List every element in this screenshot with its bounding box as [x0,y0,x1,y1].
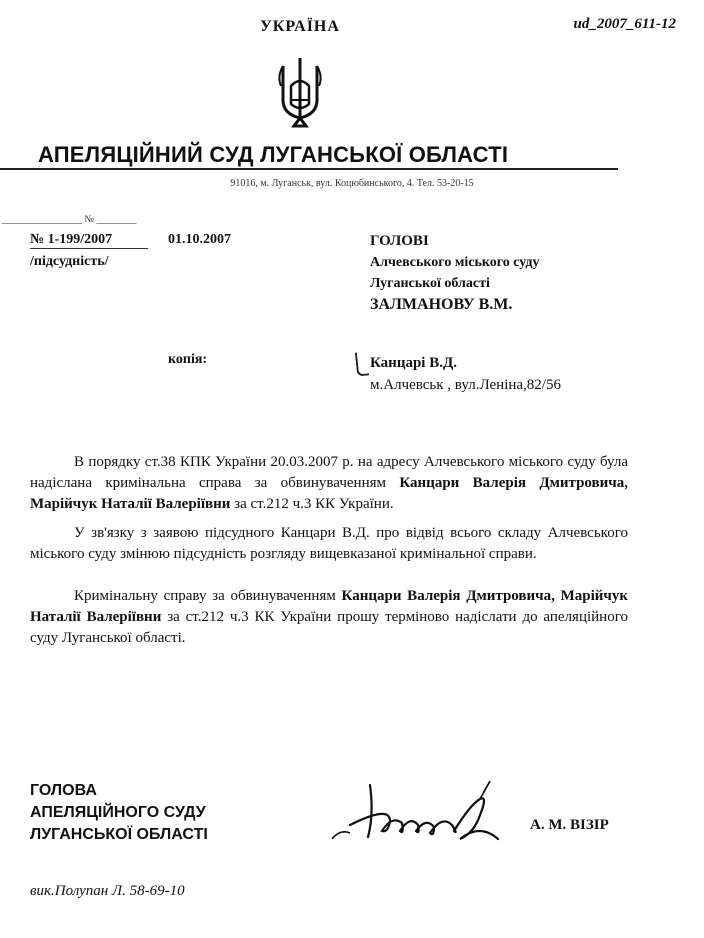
addressee-line: Луганської області [370,276,490,291]
paragraph: У зв'язку з заявою підсудного Канцари В.Д. про відвід всього складу Алчевського міського суду змінюю підсудність розгляду вищевказаної кримінальної справи. [30,525,628,562]
letter-body [30,452,628,649]
reference-blank-line: ________________ № ________ [2,214,137,225]
document-id: ud_2007_611-12 [573,16,676,32]
handwritten-mark [355,351,369,376]
addressee-name: ЗАЛМАНОВУ В.М. [370,296,513,313]
signatory-title: ГОЛОВА АПЕЛЯЦІЙНОГО СУДУ ЛУГАНСЬКОЇ ОБЛАСТІ [30,782,208,843]
copy-label: копія: [168,352,208,367]
executor-note: вик.Полупан Л. 58-69-10 [30,883,185,899]
addressee-line: ГОЛОВІ [370,233,429,249]
copy-recipient [370,352,561,396]
reference-date: 01.10.2007 [168,232,231,247]
country-heading: УКРАЇНА [260,18,340,35]
trident-emblem-icon [275,56,325,130]
reference-underline [30,248,148,249]
handwritten-signature [330,775,530,865]
reference-number: № 1-199/2007 [30,232,113,247]
paragraph: В порядку ст.38 КПК України 20.03.2007 р. на адресу Алчевського міського суду була надіслана кримінальна справа за обвинуваченням Канцари Валерія Дмитровича, Марійчук Наталії Валеріївни за ст.212 ч.3 КК України. [30,454,628,512]
addressee-line: Алчевського міського суду [370,255,540,270]
signer-name: А. М. ВІЗІР [530,817,609,833]
reference-note: /підсудність/ [30,254,109,269]
court-name: АПЕЛЯЦІЙНИЙ СУД ЛУГАНСЬКОЇ ОБЛАСТІ [38,142,509,167]
court-address: 91016, м. Луганськ, вул. Коцюбинського, 4. Тел. 53-20-15 [230,178,474,189]
addressee-block [370,231,539,315]
paragraph: Кримінальну справу за обвинуваченням Канцари Валерія Дмитровича, Марійчук Наталії Валеріївни за ст.212 ч.3 КК України прошу терміново надіслати до апеляційного суду Луганської області. [30,588,628,646]
header-divider [0,168,618,170]
copy-address: м.Алчевськ , вул.Леніна,82/56 [370,377,561,393]
copy-name: Канцарі В.Д. [370,355,458,371]
